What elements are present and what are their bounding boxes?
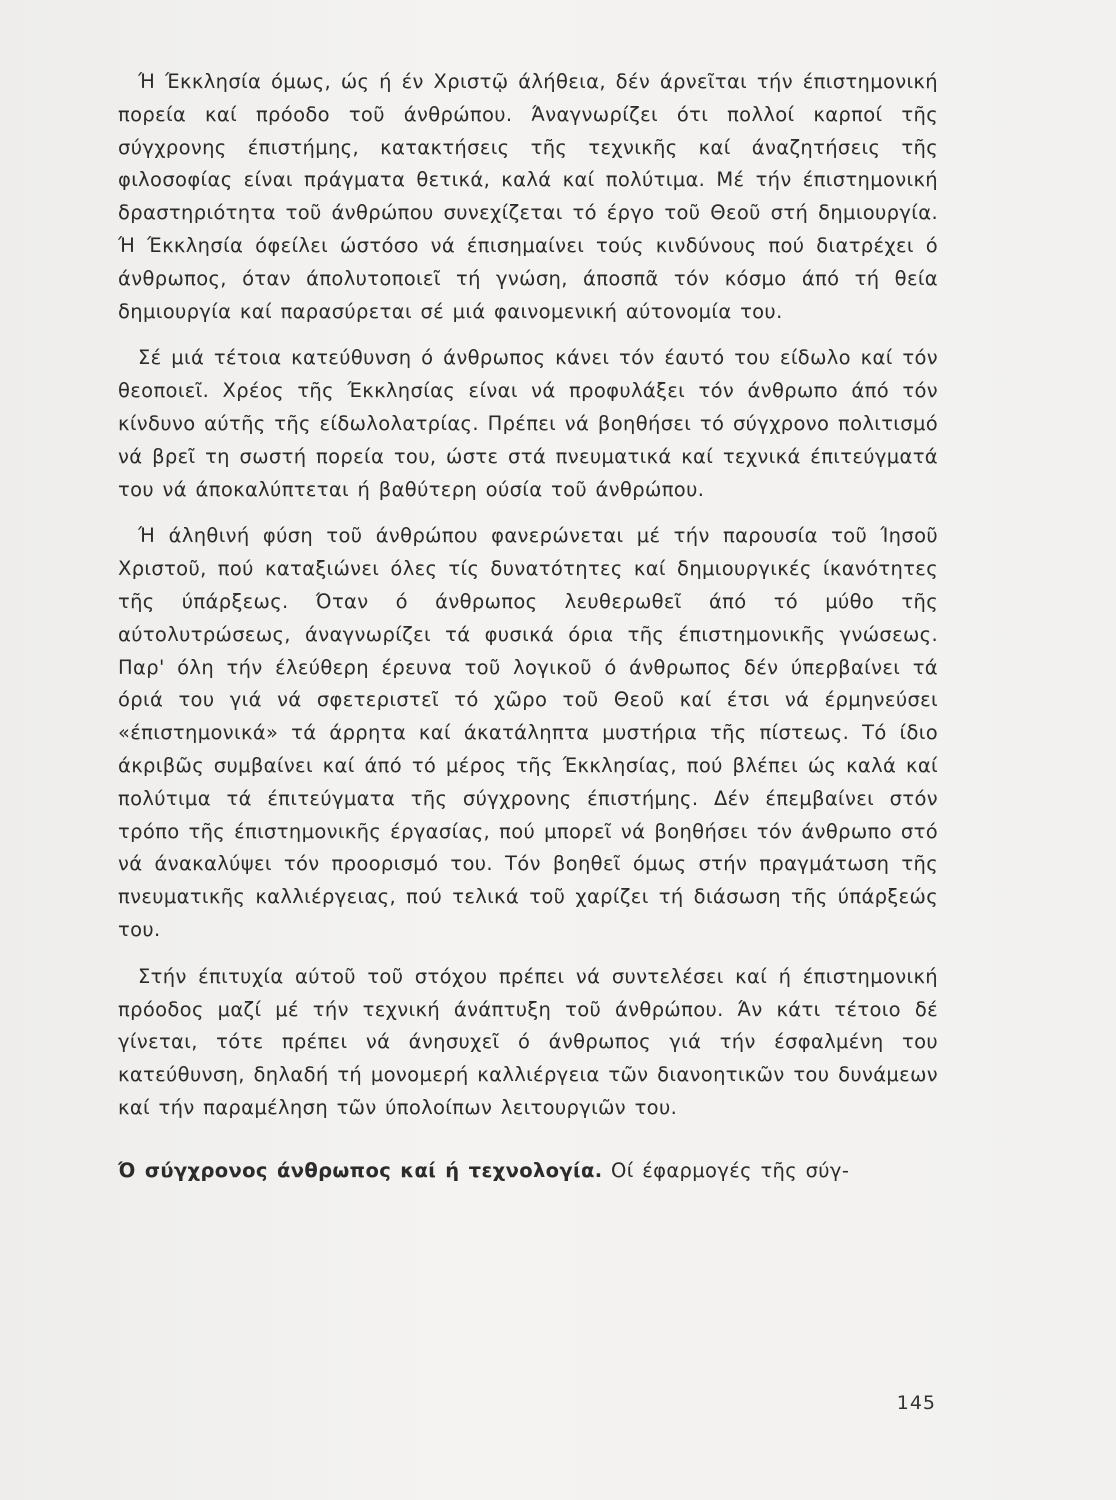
body-text	[118, 66, 938, 1202]
page-number: 145	[896, 1392, 936, 1414]
section-heading: Ό σύγχρονος άνθρωπος καί ή τεχνολογία.	[118, 1158, 603, 1182]
section-heading-line	[118, 1155, 938, 1188]
paragraph-3: Ή άληθινή φύση τοῦ άνθρώπου φανερώνεται μέ τήν παρουσία τοῦ Ίησοῦ Χριστοῦ, πού καταξιώνει όλες τίς δυνατότητες καί δημιουργικές ίκανότητες τῆς ύπάρξεως. Όταν ό άνθρωπος λευθερωθεῖ άπό τό μύθο τῆς αύτολυτρώσεως, άναγνωρίζει τά φυσικά όρια τῆς έπιστημονικῆς γνώσεως. Παρ' όλη τήν έλεύθερη έρευνα τοῦ λογικοῦ ό άνθρωπος δέν ύπερβαίνει τά όριά του γιά νά σφετεριστεῖ τό χῶρο τοῦ Θεοῦ καί έτσι νά έρμηνεύσει «έπιστημονικά» τά άρρητα καί άκατάληπτα μυστήρια τῆς πίστεως. Τό ίδιο άκριβῶς συμβαίνει καί άπό τό μέρος τῆς Έκκλησίας, πού βλέπει ώς καλά καί πολύτιμα τά έπιτεύγματα τῆς σύγχρονης έπιστήμης. Δέν έπεμβαίνει στόν τρόπο τῆς έπιστημονικῆς έργασίας, πού μπορεῖ νά βοηθήσει τόν άνθρωπο στό νά άνακαλύψει τόν προορισμό του. Τόν βοηθεῖ όμως στήν πραγμάτωση τῆς πνευματικῆς καλλιέργειας, πού τελικά τοῦ χαρίζει τή διάσωση τῆς ύπάρξεώς του.	[118, 524, 938, 941]
paragraph-4: Στήν έπιτυχία αύτοῦ τοῦ στόχου πρέπει νά συντελέσει καί ή έπιστημονική πρόοδος μαζί μέ τήν τεχνική άνάπτυξη τοῦ άνθρώπου. Άν κάτι τέτοιο δέ γίνεται, τότε πρέπει νά άνησυχεῖ ό άνθρωπος γιά τήν έσφαλμένη του κατεύθυνση, δηλαδή τή μονομερή καλλιέργεια τῶν διανοητικῶν του δυνάμεων καί τήν παραμέληση τῶν ύπολοίπων λειτουργιῶν του.	[118, 964, 938, 1119]
section-heading-continuation: Οί έφαρμογές τῆς σύγ-	[602, 1158, 850, 1182]
paragraph-1: Ή Έκκλησία όμως, ώς ή έν Χριστῷ άλήθεια, δέν άρνεῖται τήν έπιστημονική πορεία καί πρόοδο τοῦ άνθρώπου. Άναγνωρίζει ότι πολλοί καρποί τῆς σύγχρονης έπιστήμης, κατακτήσεις τῆς τεχνικῆς καί άναζητήσεις τῆς φιλοσοφίας είναι πράγματα θετικά, καλά καί πολύτιμα. Μέ τήν έπιστημονική δραστηριότητα τοῦ άνθρώπου συνεχίζεται τό έργο τοῦ Θεοῦ στή δημιουργία. Ή Έκκλησία όφείλει ώστόσο νά έπισημαίνει τούς κινδύνους πού διατρέχει ό άνθρωπος, όταν άπολυτοποιεῖ τή γνώση, άποσπᾶ τόν κόσμο άπό τή θεία δημιουργία καί παρασύρεται σέ μιά φαινομενική αύτονομία του.	[118, 70, 938, 323]
paragraph-2: Σέ μιά τέτοια κατεύθυνση ό άνθρωπος κάνει τόν έαυτό του είδωλο καί τόν θεοποιεῖ. Χρέος τῆς Έκκλησίας είναι νά προφυλάξει τόν άνθρωπο άπό τόν κίνδυνο αύτῆς τῆς είδωλολατρίας. Πρέπει νά βοηθήσει τό σύγχρονο πολιτισμό νά βρεῖ τη σωστή πορεία του, ώστε στά πνευματικά καί τεχνικά έπιτεύγματά του νά άποκαλύπτεται ή βαθύτερη ούσία τοῦ άνθρώπου.	[118, 346, 938, 501]
